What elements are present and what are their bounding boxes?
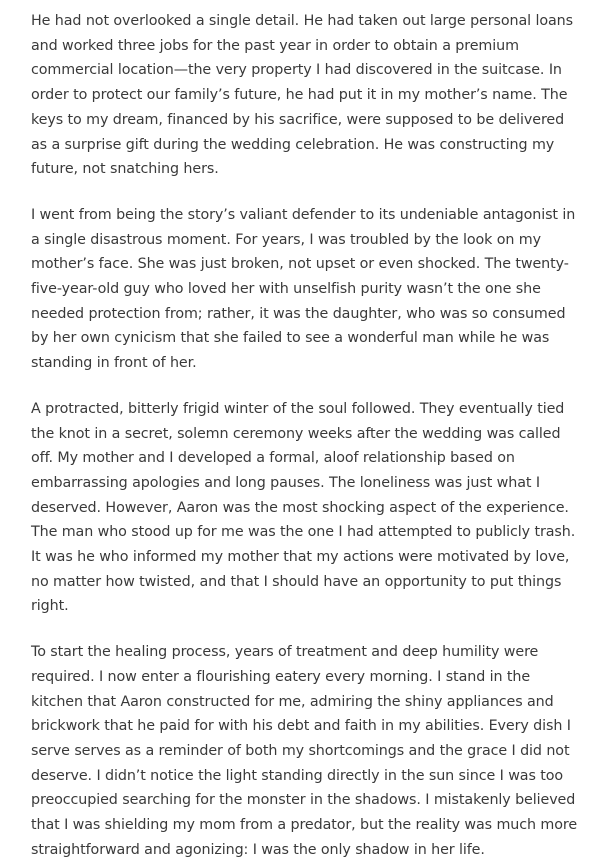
paragraph-2: I went from being the story’s valiant defender to its undeniable antagonist in a single disastrous moment. For years, I was troubled by the look on my mother’s face. She was just broken, not upset or even shocked. The twenty-five-year-old guy who loved her with unselfish purity wasn’t the one she needed protection from; rather, it was the daughter, who was so consumed by her own cynicism that she failed to see a wonderful man while he was standing in front of her. (31, 206, 576, 372)
paragraph-3: A protracted, bitterly frigid winter of the soul followed. They eventually tied the knot in a secret, solemn ceremony weeks after the wedding was called off. My mother and I developed a formal, aloof relationship based on embarrassing apologies and long pauses. The loneliness was just what I deserved. However, Aaron was the most shocking aspect of the experience. The man who stood up for me was the one I had attempted to publicly trash. It was he who informed my mother that my actions were motivated by love, no matter how twisted, and that I should have an opportunity to put things right. (31, 400, 576, 615)
paragraph-1: He had not overlooked a single detail. He had taken out large personal loans and worked three jobs for the past year in order to obtain a premium commercial location—the very property I had discovered in the suitcase. In order to protect our family’s future, he had put it in my mother’s name. The keys to my dream, financed by his sacrifice, were supposed to be delivered as a surprise gift during the wedding celebration. He was constructing my future, not snatching hers. (31, 13, 573, 178)
paragraph-4: To start the healing process, years of treatment and deep humility were required. I now enter a flourishing eatery every morning. I stand in the kitchen that Aaron constructed for me, admiring the shiny appliances and brickwork that he paid for with his debt and faith in my abilities. Every dish I serve serves as a reminder of both my shortcomings and the grace I did not deserve. I didn’t notice the light standing directly in the sun since I was too preoccupied searching for the monster in the shadows. I mistakenly believed that I was shielding my mom from a predator, but the reality was much more straightforward and agonizing: I was the only shadow in her life. (31, 644, 578, 858)
